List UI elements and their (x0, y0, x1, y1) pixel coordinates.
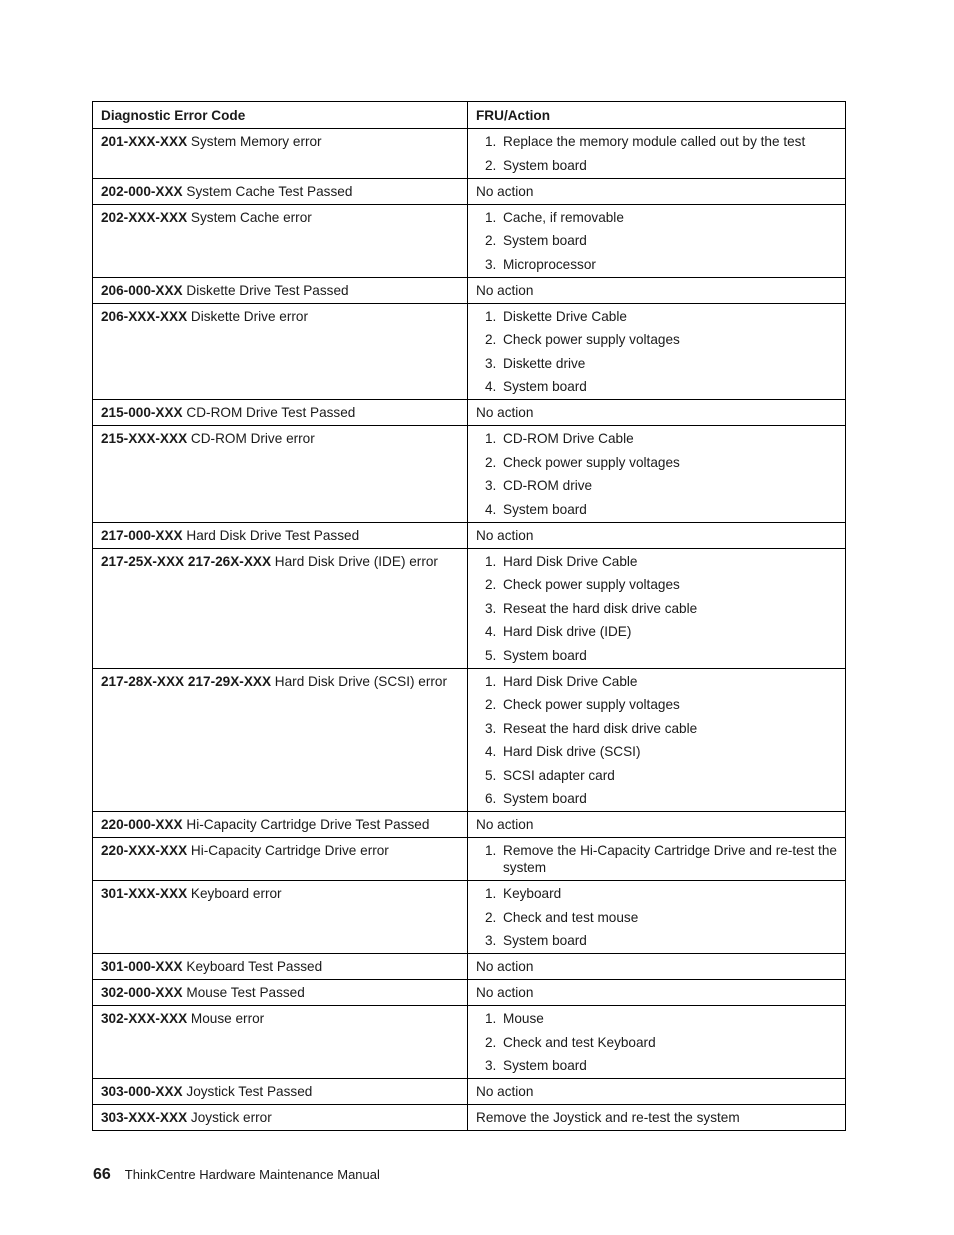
table-row (93, 548, 846, 668)
error-code: 220-000-XXX (101, 817, 183, 832)
action-list (476, 308, 837, 396)
action-text: Remove the Hi-Capacity Cartridge Drive and re-test the system (503, 843, 837, 875)
action-list (476, 430, 837, 518)
table-header-row (93, 102, 846, 129)
fru-action-cell (468, 426, 846, 523)
fru-action-cell (468, 400, 846, 426)
table-row (93, 129, 846, 179)
action-number: 1. (485, 431, 497, 446)
action-item (476, 790, 837, 807)
page-footer (93, 1166, 380, 1184)
action-item (476, 355, 837, 372)
action-number: 2. (485, 577, 497, 592)
action-text: Hard Disk Drive Cable (503, 673, 638, 689)
error-description: Hard Disk Drive Test Passed (182, 527, 360, 543)
action-number: 2. (485, 157, 497, 173)
action-text: CD-ROM Drive Cable (503, 431, 634, 446)
action-number: 1. (485, 673, 497, 689)
error-description: Keyboard Test Passed (182, 959, 323, 974)
action-text: Microprocessor (503, 256, 596, 272)
fru-action-cell (468, 178, 846, 204)
action-text: Check power supply voltages (503, 332, 680, 347)
action-text: System board (503, 647, 587, 663)
action-number: 3. (485, 720, 497, 736)
error-code-cell (93, 812, 468, 838)
action-text: No action (476, 282, 534, 298)
error-code: 301-XXX-XXX (101, 886, 188, 901)
action-number: 4. (485, 501, 497, 517)
action-text: CD-ROM drive (503, 478, 593, 493)
error-code: 303-XXX-XXX (101, 1110, 188, 1125)
error-code-cell (93, 980, 468, 1006)
action-number: 2. (485, 1034, 497, 1050)
action-text: Reseat the hard disk drive cable (503, 600, 698, 616)
fru-action-cell (468, 838, 846, 881)
action-list (476, 1010, 837, 1074)
action-item (476, 1034, 837, 1051)
action-text: No action (476, 527, 534, 543)
table-row (93, 277, 846, 303)
error-description: System Cache error (187, 209, 312, 225)
fru-action-cell (468, 1079, 846, 1105)
action-list (476, 673, 837, 808)
error-code: 201-XXX-XXX (101, 134, 188, 149)
action-number: 2. (485, 332, 497, 347)
action-number: 5. (485, 767, 497, 783)
error-code: 303-000-XXX (101, 1084, 183, 1099)
error-code-cell (93, 303, 468, 400)
action-number: 5. (485, 647, 497, 663)
error-code-cell (93, 277, 468, 303)
error-code-cell (93, 204, 468, 277)
action-text: No action (476, 817, 534, 832)
action-text: Cache, if removable (503, 209, 624, 225)
action-item (476, 932, 837, 949)
error-code: 217-000-XXX (101, 527, 183, 543)
action-text: Check and test Keyboard (503, 1034, 656, 1050)
action-number: 4. (485, 744, 497, 759)
action-number: 1. (485, 1011, 497, 1026)
action-list (476, 842, 837, 876)
action-item (476, 885, 837, 902)
action-text: Remove the Joystick and re-test the system (476, 1110, 740, 1125)
error-code-cell (93, 426, 468, 523)
table-row (93, 1105, 846, 1131)
action-text: Replace the memory module called out by the test (503, 134, 806, 149)
action-number: 1. (485, 209, 497, 225)
action-text: Keyboard (503, 886, 562, 901)
action-number: 1. (485, 134, 497, 149)
action-number: 3. (485, 355, 497, 371)
action-text: System board (503, 933, 587, 948)
action-item (476, 647, 837, 664)
fru-action-cell (468, 980, 846, 1006)
fru-action-cell (468, 1105, 846, 1131)
action-number: 3. (485, 478, 497, 493)
header-diagnostic-error-code: Diagnostic Error Code (93, 102, 468, 129)
error-code: 215-XXX-XXX (101, 431, 188, 446)
action-item (476, 430, 837, 447)
error-description: Hard Disk Drive (IDE) error (271, 553, 438, 569)
error-code-cell (93, 1006, 468, 1079)
error-code: 202-XXX-XXX (101, 209, 188, 225)
action-item (476, 308, 837, 325)
table-row (93, 426, 846, 523)
table-row (93, 303, 846, 400)
error-code: 202-000-XXX (101, 183, 183, 199)
error-description: CD-ROM Drive Test Passed (182, 405, 356, 420)
action-item (476, 576, 837, 593)
action-item (476, 743, 837, 760)
error-code: 302-000-XXX (101, 985, 183, 1000)
action-text: Hard Disk Drive Cable (503, 553, 638, 569)
error-description: Hi-Capacity Cartridge Drive Test Passed (182, 817, 430, 832)
action-item (476, 232, 837, 249)
action-text: System board (503, 791, 587, 806)
action-item (476, 767, 837, 784)
error-code: 215-000-XXX (101, 405, 183, 420)
action-text: Diskette Drive Cable (503, 308, 627, 324)
action-text: Hard Disk drive (IDE) (503, 624, 632, 639)
action-text: Reseat the hard disk drive cable (503, 720, 698, 736)
action-list (476, 885, 837, 949)
action-item (476, 673, 837, 690)
action-text: System board (503, 233, 587, 248)
action-number: 6. (485, 791, 497, 806)
action-text: Check power supply voltages (503, 454, 680, 470)
error-description: CD-ROM Drive error (187, 431, 315, 446)
table-row (93, 1079, 846, 1105)
action-item (476, 209, 837, 226)
page-number: 66 (93, 1166, 111, 1183)
table-row (93, 812, 846, 838)
action-item (476, 909, 837, 926)
error-code: 206-000-XXX (101, 282, 183, 298)
error-code: 302-XXX-XXX (101, 1011, 188, 1026)
error-description: Hard Disk Drive (SCSI) error (271, 673, 448, 689)
table-row (93, 838, 846, 881)
action-text: Check power supply voltages (503, 697, 680, 712)
action-item (476, 454, 837, 471)
action-list (476, 553, 837, 664)
table-row (93, 178, 846, 204)
action-text: Mouse (503, 1011, 544, 1026)
table-row (93, 980, 846, 1006)
action-item (476, 1057, 837, 1074)
error-code: 217-28X-XXX 217-29X-XXX (101, 673, 272, 689)
error-code-cell (93, 400, 468, 426)
action-item (476, 501, 837, 518)
table-row (93, 204, 846, 277)
fru-action-cell (468, 881, 846, 954)
action-number: 3. (485, 256, 497, 272)
action-number: 4. (485, 624, 497, 639)
action-text: SCSI adapter card (503, 767, 615, 783)
action-item (476, 256, 837, 273)
action-list (476, 209, 837, 273)
action-item (476, 600, 837, 617)
action-item (476, 157, 837, 174)
error-code: 301-000-XXX (101, 959, 183, 974)
fru-action-cell (468, 1006, 846, 1079)
action-number: 1. (485, 886, 497, 901)
fru-action-cell (468, 954, 846, 980)
error-description: Diskette Drive error (187, 308, 308, 324)
action-item (476, 378, 837, 395)
error-code-cell (93, 668, 468, 812)
action-text: No action (476, 405, 534, 420)
action-item (476, 623, 837, 640)
table-row (93, 1006, 846, 1079)
table-body (93, 129, 846, 1131)
error-code-cell (93, 548, 468, 668)
table-row (93, 954, 846, 980)
action-number: 3. (485, 1058, 497, 1073)
error-description: Mouse error (187, 1011, 265, 1026)
action-number: 1. (485, 553, 497, 569)
action-item (476, 331, 837, 348)
fru-action-cell (468, 522, 846, 548)
error-code: 206-XXX-XXX (101, 308, 188, 324)
action-item (476, 477, 837, 494)
action-text: No action (476, 985, 534, 1000)
table-row (93, 522, 846, 548)
fru-action-cell (468, 129, 846, 179)
action-text: No action (476, 959, 534, 974)
action-item (476, 133, 837, 150)
action-text: System board (503, 157, 587, 173)
action-text: Check power supply voltages (503, 577, 680, 592)
header-fru-action: FRU/Action (468, 102, 846, 129)
error-code-cell (93, 881, 468, 954)
action-text: System board (503, 501, 587, 517)
manual-title: ThinkCentre Hardware Maintenance Manual (124, 1167, 380, 1182)
error-code-cell (93, 1105, 468, 1131)
action-item (476, 696, 837, 713)
action-text: Hard Disk drive (SCSI) (503, 744, 641, 759)
fru-action-cell (468, 303, 846, 400)
action-text: System board (503, 1058, 587, 1073)
action-text: System board (503, 379, 587, 394)
fru-action-cell (468, 204, 846, 277)
fru-action-cell (468, 668, 846, 812)
action-text: Check and test mouse (503, 909, 639, 925)
error-description: Joystick Test Passed (182, 1084, 313, 1099)
fru-action-cell (468, 277, 846, 303)
action-item (476, 553, 837, 570)
error-code-cell (93, 178, 468, 204)
action-item (476, 1010, 837, 1027)
error-code-cell (93, 838, 468, 881)
error-code-cell (93, 129, 468, 179)
action-number: 2. (485, 454, 497, 470)
table-row (93, 668, 846, 812)
error-description: Keyboard error (187, 886, 282, 901)
action-list (476, 133, 837, 174)
error-code-cell (93, 954, 468, 980)
error-code: 217-25X-XXX 217-26X-XXX (101, 553, 272, 569)
error-description: Diskette Drive Test Passed (182, 282, 349, 298)
action-text: Diskette drive (503, 355, 586, 371)
fru-action-cell (468, 548, 846, 668)
diagnostic-error-table (92, 101, 846, 1131)
action-number: 1. (485, 843, 497, 858)
action-text: No action (476, 183, 534, 199)
action-item (476, 720, 837, 737)
error-code-cell (93, 522, 468, 548)
error-description: System Cache Test Passed (182, 183, 353, 199)
fru-action-cell (468, 812, 846, 838)
action-number: 4. (485, 379, 497, 394)
action-number: 3. (485, 600, 497, 616)
error-description: Joystick error (187, 1110, 272, 1125)
action-number: 2. (485, 697, 497, 712)
error-description: Hi-Capacity Cartridge Drive error (187, 843, 389, 858)
action-number: 1. (485, 308, 497, 324)
error-code-cell (93, 1079, 468, 1105)
action-number: 2. (485, 233, 497, 248)
action-number: 3. (485, 933, 497, 948)
action-item (476, 842, 837, 876)
error-description: Mouse Test Passed (182, 985, 305, 1000)
action-number: 2. (485, 909, 497, 925)
table-row (93, 881, 846, 954)
table-row (93, 400, 846, 426)
error-description: System Memory error (187, 134, 322, 149)
error-code: 220-XXX-XXX (101, 843, 188, 858)
action-text: No action (476, 1084, 534, 1099)
